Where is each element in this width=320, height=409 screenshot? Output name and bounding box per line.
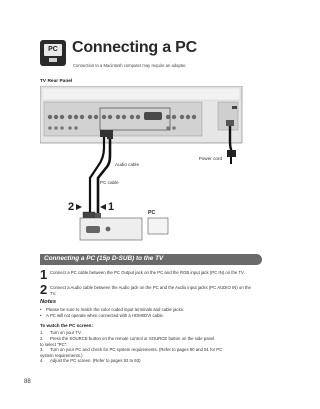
howto-number: 1. [40,330,44,335]
howto-line: Adjust the PC screen. (Refer to pages 92 to 93) [50,358,141,363]
howto-line: Turn on your TV. [50,330,82,335]
howto-line: to select "PC". [40,341,68,347]
bullet-icon: • [40,307,42,312]
tv-rear-panel-label: TV Rear Panel [40,79,73,84]
howto-line: Turn on your PC and check for PC system requirements. (Refer to pages 90 and 91 for PC [50,347,223,352]
note-item [40,313,262,319]
tv-power-socket [226,120,234,126]
tv-top-strip [42,88,240,100]
bullet-icon: • [40,313,42,318]
howto-item [40,330,262,336]
note-text: Please be sure to match the color coded input terminals and cable jacks. [46,307,185,312]
howto-line: system requirements.) [40,352,83,358]
step-number: 1 [40,267,48,282]
pc-audio-port [106,227,111,232]
page-number: 88 [24,379,31,385]
pc-dsub-port [86,226,100,233]
howto-heading: To watch the PC screen: [40,323,94,328]
page-title: Connecting a PC [72,39,198,56]
section-title: Connecting a PC (15p D-SUB) to the TV [44,255,164,262]
page-subtitle: Connection to a Macintosh computer may require an adapter. [73,63,187,68]
step-number: 2 [40,282,48,297]
marker-2-number: 2 [68,201,75,213]
marker-1-arrow [100,204,106,210]
connection-diagram [40,86,262,241]
howto-number: 4. [40,358,44,363]
marker-1-number: 1 [108,201,115,213]
monitor-stand-shape [49,58,57,62]
power-plug [227,150,236,157]
note-item [40,307,262,313]
pc-label: PC [148,210,156,216]
step-text: Connect a Audio cable between the Audio jack on the PC and the Audio input jacks (PC AUDIO IN) on the TV. [50,285,251,296]
notes-heading: Notes [40,299,57,305]
step-text: Connect a PC cable between the PC Output jack on the PC and the RGB input jack (PC IN) on the TV. [50,270,245,275]
audio-cable-label: Audio cable [115,162,140,167]
pc-right-box [148,218,168,234]
howto-number: 3. [40,347,44,352]
pc-plug-top [100,130,108,137]
pc-cable-label: PC cable [100,180,119,185]
howto-number: 2. [40,336,44,341]
note-text: A PC will not operate when connected with a HDMI/DVI cable. [46,313,164,318]
pc-section-icon [40,40,66,66]
tv-power-switch [232,106,237,109]
tv-jack-panel [44,102,202,136]
section-header-bar [40,254,262,265]
power-cord-label: Power cord [198,156,222,161]
howto-item [40,358,262,364]
tv-pc-in-jack [144,112,162,120]
pc-badge-label: PC [48,46,58,53]
marker-2-arrow [76,204,82,210]
howto-line: Press the SOURCE button on the remote control or SOURCE button on the side panel [50,336,215,341]
